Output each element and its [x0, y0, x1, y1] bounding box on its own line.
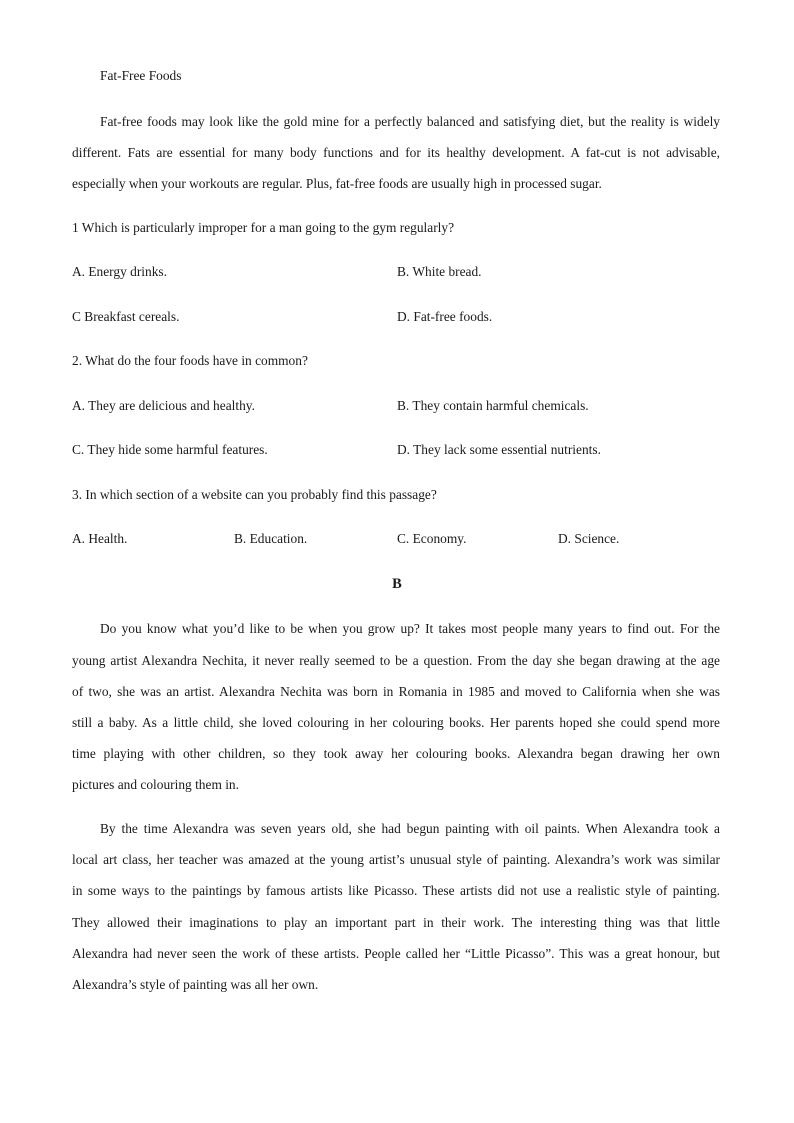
answer-option: C. They hide some harmful features. [72, 442, 268, 457]
passage-title: Fat-Free Foods [100, 68, 182, 83]
answer-option: D. Science. [558, 531, 620, 546]
answer-option: B. Education. [234, 531, 308, 546]
paragraph-line: in some ways to the paintings by famous artists like Picasso. These artists did not use a realistic style of painting. [72, 883, 720, 898]
paragraph-line: young artist Alexandra Nechita, it never really seemed to be a question. From the day she began drawing at the age [72, 653, 720, 668]
paragraph-line: of two, she was an artist. Alexandra Nechita was born in Romania in 1985 and moved to California when she was [72, 684, 720, 699]
question-stem: 1 Which is particularly improper for a man going to the gym regularly? [72, 220, 455, 235]
paragraph-line: Alexandra’s style of painting was all her own. [72, 977, 319, 992]
paragraph-line: Fat-free foods may look like the gold mine for a perfectly balanced and satisfying diet, but the reality is widely [100, 114, 720, 129]
section-heading: B [392, 576, 402, 592]
answer-option: D. Fat-free foods. [397, 309, 493, 324]
paragraph-line: time playing with other children, so they took away her colouring books. Alexandra began drawing her own [72, 746, 720, 761]
paragraph-line: pictures and colouring them in. [72, 777, 239, 792]
paragraph-line: different. Fats are essential for many body functions and for its healthy development. A fat-cut is not advisable, [72, 145, 720, 160]
paragraph-line: Do you know what you’d like to be when you grow up? It takes most people many years to find out. For the [100, 621, 720, 636]
answer-option: B. They contain harmful chemicals. [397, 398, 589, 413]
answer-option: A. Health. [72, 531, 128, 546]
answer-option: C Breakfast cereals. [72, 309, 180, 324]
answer-option: A. Energy drinks. [72, 264, 167, 279]
paragraph-line: Alexandra had never seen the work of these artists. People called her “Little Picasso”. This was a great honour, but [72, 946, 720, 961]
question-stem: 3. In which section of a website can you probably find this passage? [72, 487, 437, 502]
answer-option: B. White bread. [397, 264, 482, 279]
question-stem: 2. What do the four foods have in common? [72, 353, 308, 368]
paragraph-line: still a baby. As a little child, she loved colouring in her colouring books. Her parents hoped she could spend more [72, 715, 720, 730]
paragraph-line: local art class, her teacher was amazed at the young artist’s unusual style of painting. Alexandra’s work was similar [72, 852, 720, 867]
answer-option: D. They lack some essential nutrients. [397, 442, 601, 457]
paragraph-line: especially when your workouts are regular. Plus, fat-free foods are usually high in processed sugar. [72, 176, 602, 191]
answer-option: C. Economy. [397, 531, 467, 546]
paragraph-line: They allowed their imaginations to play an important part in their work. The interesting thing was that little [72, 915, 720, 930]
answer-option: A. They are delicious and healthy. [72, 398, 255, 413]
paragraph-line: By the time Alexandra was seven years old, she had begun painting with oil paints. When Alexandra took a [100, 821, 720, 836]
